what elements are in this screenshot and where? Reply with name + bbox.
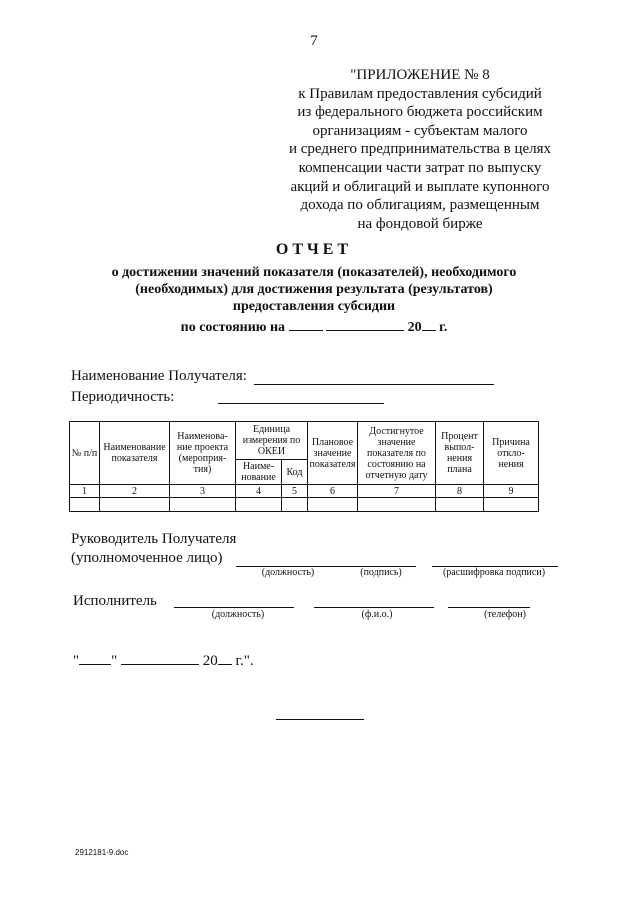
header-reason: Причина откло- нения	[484, 422, 539, 485]
date-sign-suffix: г.".	[235, 653, 254, 669]
header-indicator: Наименование показателя	[100, 422, 170, 485]
periodicity-input-line[interactable]	[218, 403, 384, 404]
periodicity-label: Периодичность:	[71, 389, 175, 405]
recipient-label: Наименование Получателя:	[71, 368, 247, 384]
date-sign-month-blank[interactable]	[121, 650, 199, 665]
date-sign-year: 20	[202, 653, 218, 669]
column-number: 2	[100, 485, 170, 498]
hint-exec-position: (должность)	[211, 609, 265, 620]
date-year: 20	[407, 320, 422, 335]
column-number: 3	[170, 485, 236, 498]
recipient-input-line[interactable]	[254, 384, 494, 385]
date-suffix: г.	[439, 320, 448, 335]
hint-signature: (подпись)	[360, 567, 402, 578]
report-table	[69, 421, 539, 512]
date-line	[0, 316, 628, 336]
table-row[interactable]	[70, 498, 539, 512]
column-number: 6	[308, 485, 358, 498]
date-sign-day-blank[interactable]	[79, 650, 111, 665]
subtitle-line: предоставления субсидии	[232, 299, 396, 314]
periodicity-field	[71, 389, 174, 406]
footer-filename: 2912181-9.doc	[75, 848, 129, 857]
hint-decoding: (расшифровка подписи)	[442, 567, 546, 578]
day-blank[interactable]	[289, 316, 323, 331]
report-subtitle	[0, 264, 628, 336]
appendix-header	[270, 66, 570, 233]
column-number: 1	[70, 485, 100, 498]
table-cell[interactable]	[236, 498, 282, 512]
table-cell[interactable]	[282, 498, 308, 512]
header-project: Наименова- ние проекта (мероприя- тия)	[170, 422, 236, 485]
month-blank[interactable]	[326, 316, 404, 331]
page-number: 7	[310, 33, 318, 49]
executor-fio-line[interactable]	[314, 607, 434, 608]
appendix-line: "ПРИЛОЖЕНИЕ № 8	[350, 67, 490, 83]
hint-fio: (ф.и.о.)	[361, 609, 393, 620]
header-achieved: Достигнутое значение показателя по состоянию на отчетную дату	[358, 422, 436, 485]
subtitle-line: о достижении значений показателя (показателей), необходимого	[111, 265, 517, 280]
table-cell[interactable]	[358, 498, 436, 512]
end-separator-line	[276, 719, 364, 720]
head-label-2: (уполномоченное лицо)	[71, 550, 223, 566]
table-cell[interactable]	[484, 498, 539, 512]
date-sign-line	[73, 650, 254, 670]
date-sign-year-blank[interactable]	[218, 650, 232, 665]
header-unit-name: Наиме- нование	[236, 460, 282, 485]
column-number: 7	[358, 485, 436, 498]
table-cell[interactable]	[100, 498, 170, 512]
date-sign-open-quote: "	[73, 653, 80, 669]
table-cell[interactable]	[170, 498, 236, 512]
table-cell[interactable]	[70, 498, 100, 512]
column-number: 5	[282, 485, 308, 498]
year-blank[interactable]	[422, 316, 436, 331]
appendix-line: дохода по облигациям, размещенным	[300, 197, 540, 214]
appendix-line: акций и облигаций и выплате купонного	[290, 178, 550, 195]
column-number: 4	[236, 485, 282, 498]
appendix-line: к Правилам предоставления субсидий	[298, 85, 542, 102]
hint-position: (должность)	[261, 567, 315, 578]
appendix-line: из федерального бюджета российским	[297, 104, 543, 121]
header-percent: Процент выпол- нения плана	[436, 422, 484, 485]
header-unit-code: Код	[282, 460, 308, 485]
date-prefix: по состоянию на	[180, 320, 286, 335]
head-label-1: Руководитель Получателя	[71, 531, 237, 547]
subtitle-line: (необходимых) для достижения результата (результатов)	[135, 282, 493, 297]
column-number: 9	[484, 485, 539, 498]
executor-label: Исполнитель	[73, 593, 157, 609]
report-title: ОТЧЕТ	[275, 241, 353, 258]
appendix-line: и среднего предпринимательства в целях	[288, 141, 552, 158]
executor-phone-line[interactable]	[448, 607, 530, 608]
table-cell[interactable]	[436, 498, 484, 512]
appendix-line: на фондовой бирже	[357, 215, 483, 232]
header-num: № п/п	[70, 422, 100, 485]
header-planned: Плановое значение показателя	[308, 422, 358, 485]
date-sign-close-quote: "	[111, 653, 118, 669]
appendix-line: организациям - субъектам малого	[312, 122, 528, 139]
recipient-field	[71, 368, 247, 385]
table-cell[interactable]	[308, 498, 358, 512]
executor-position-line[interactable]	[174, 607, 294, 608]
header-unit: Единица измерения по ОКЕИ	[236, 422, 308, 460]
hint-phone: (телефон)	[484, 609, 526, 620]
appendix-line: компенсации части затрат по выпуску	[298, 159, 542, 176]
column-number: 8	[436, 485, 484, 498]
